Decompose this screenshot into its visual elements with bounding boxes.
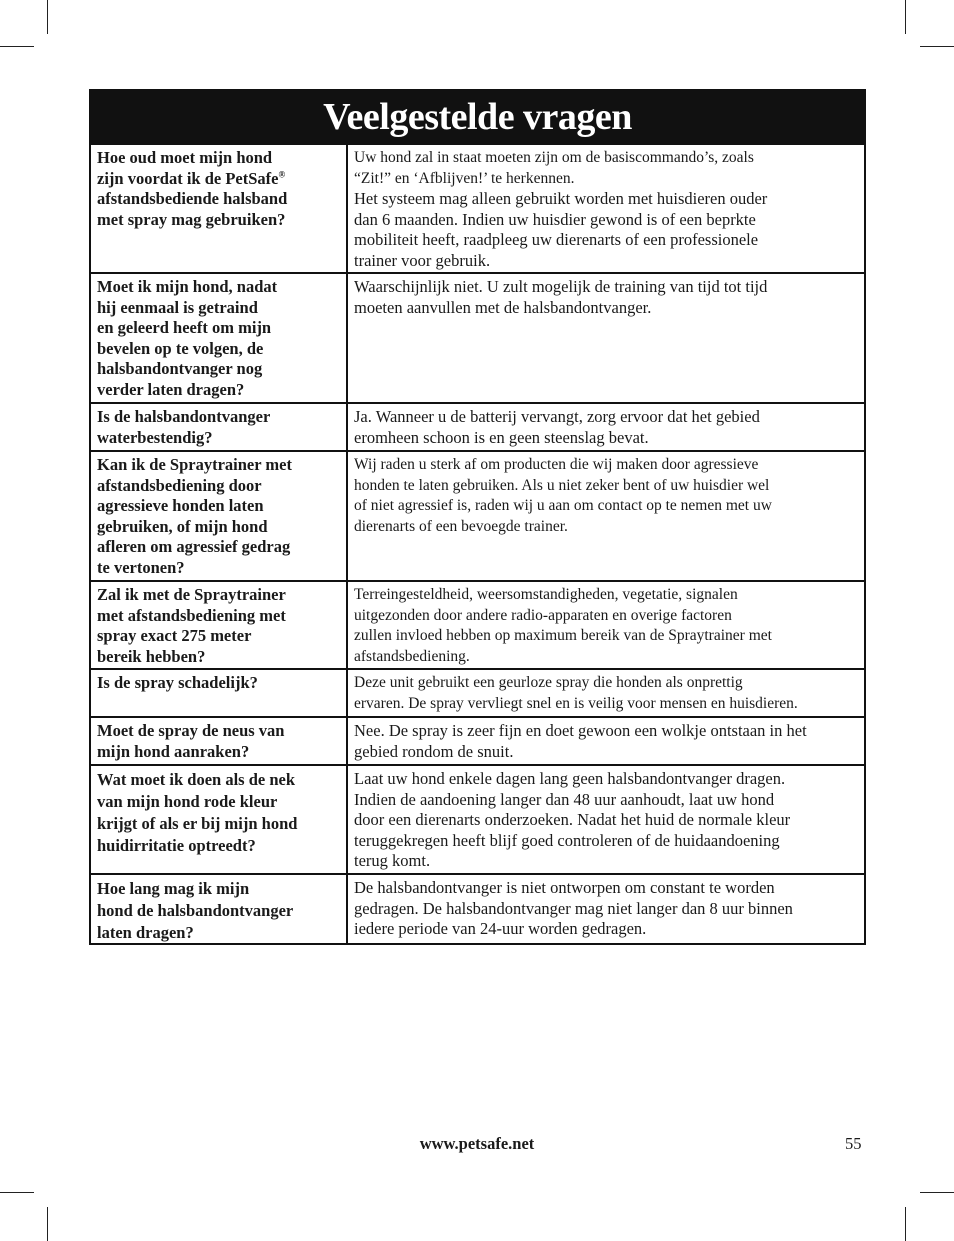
answer-line: Wij raden u sterk af om producten die wij maken door agressieve [354, 456, 759, 473]
faq-header [91, 91, 864, 143]
answer-line: Deze unit gebruikt een geurloze spray die honden als onprettig [354, 674, 743, 691]
question-line-text: zijn voordat ik de PetSafe [97, 168, 279, 188]
faq-row [91, 272, 864, 402]
question-line: Is de spray schadelijk? [97, 673, 258, 692]
question-line: halsbandontvanger nog [97, 359, 263, 378]
faq-answer [348, 274, 864, 402]
question-line: Hoe oud moet mijn hond [97, 148, 273, 167]
crop-mark [47, 0, 48, 34]
answer-line: trainer voor gebruik. [354, 250, 491, 270]
answer-line: moeten aanvullen met de halsbandontvanger. [354, 297, 652, 317]
faq-question [91, 670, 348, 716]
faq-table [89, 89, 866, 945]
question-line: Kan ik de Spraytrainer met [97, 455, 292, 474]
question-line: verder laten dragen? [97, 379, 245, 399]
faq-question [91, 404, 348, 450]
question-line: laten dragen? [97, 923, 194, 942]
answer-line: ervaren. De spray vervliegt snel en is veilig voor mensen en huisdieren. [354, 694, 798, 712]
faq-row [91, 716, 864, 764]
crop-mark [920, 1192, 954, 1193]
answer-line: eromheen schoon is en geen steenslag bevat. [354, 427, 649, 447]
answer-line: Waarschijnlijk niet. U zult mogelijk de training van tijd tot tijd [354, 277, 768, 296]
question-line: Moet de spray de neus van [97, 721, 285, 740]
answer-line: mobiliteit heeft, raadpleeg uw dierenarts of een professionele [354, 230, 759, 249]
question-line: Zal ik met de Spraytrainer [97, 585, 286, 604]
answer-line: Het systeem mag alleen gebruikt worden met huisdieren ouder [354, 189, 768, 208]
faq-row [91, 143, 864, 272]
question-line: Is de halsbandontvanger [97, 407, 271, 426]
question-line: mijn hond aanraken? [97, 741, 250, 761]
question-line: afleren om agressief gedrag [97, 537, 291, 556]
question-line: spray exact 275 meter [97, 626, 252, 645]
answer-line: of niet agressief is, raden wij u aan om contact op te nemen met uw [354, 497, 772, 514]
faq-question [91, 718, 348, 764]
faq-question [91, 582, 348, 668]
question-line: van mijn hond rode kleur [97, 792, 278, 811]
answer-line: Indien de aandoening langer dan 48 uur aanhoudt, laat uw hond [354, 789, 775, 809]
question-line: afstandsbediening door [97, 475, 262, 495]
answer-line: uitgezonden door andere radio-apparaten en overige factoren [354, 606, 732, 624]
faq-answer [348, 145, 864, 272]
footer-url[interactable]: www.petsafe.net [419, 1134, 535, 1153]
faq-row [91, 873, 864, 943]
registered-mark: ® [278, 169, 286, 179]
faq-answer [348, 404, 864, 450]
question-line: waterbestendig? [97, 427, 213, 447]
crop-mark [47, 1207, 48, 1241]
answer-line: terug komt. [354, 851, 431, 870]
question-line: Moet ik mijn hond, nadat [97, 277, 278, 296]
answer-line: teruggekregen heeft blijf goed controleren of de huidaandoening [354, 830, 780, 850]
crop-mark [0, 1192, 34, 1193]
answer-line: afstandsbediening. [354, 647, 470, 665]
faq-answer [348, 766, 864, 873]
faq-answer [348, 670, 864, 716]
question-line: met afstandsbediening met [97, 605, 286, 625]
crop-mark [920, 46, 954, 47]
answer-line: Laat uw hond enkele dagen lang geen halsbandontvanger dragen. [354, 769, 786, 788]
question-line: hond de halsbandontvanger [97, 901, 294, 920]
faq-question [91, 875, 348, 943]
answer-line: dierenarts of een bevoegde trainer. [354, 517, 568, 535]
answer-line: gebied rondom de snuit. [354, 741, 514, 761]
question-line: hij eenmaal is getraind [97, 297, 258, 317]
question-line: afstandsbediende halsband [97, 189, 288, 208]
answer-line: Nee. De spray is zeer fijn en doet gewoon een wolkje ontstaan in het [354, 721, 807, 740]
question-line [97, 169, 340, 190]
faq-answer [348, 452, 864, 580]
faq-answer [348, 718, 864, 764]
answer-line: door een dierenarts onderzoeken. Nadat het huid de normale kleur [354, 810, 791, 829]
page-title: Veelgestelde vragen [323, 96, 632, 138]
question-line: Wat moet ik doen als de nek [97, 770, 296, 789]
faq-row [91, 668, 864, 716]
page-number: 55 [845, 1134, 862, 1153]
question-line: gebruiken, of mijn hond [97, 516, 268, 536]
question-line: bevelen op te volgen, de [97, 338, 264, 358]
faq-row [91, 764, 864, 873]
question-line: bereik hebben? [97, 646, 206, 666]
question-line: huidirritatie optreedt? [97, 836, 256, 855]
faq-answer [348, 582, 864, 668]
answer-line: De halsbandontvanger is niet ontworpen om constant te worden [354, 878, 775, 897]
question-line: te vertonen? [97, 557, 185, 577]
answer-line: Ja. Wanneer u de batterij vervangt, zorg ervoor dat het gebied [354, 407, 760, 426]
faq-question [91, 766, 348, 873]
faq-question [91, 452, 348, 580]
question-line: krijgt of als er bij mijn hond [97, 814, 298, 833]
answer-line: “Zit!” en ‘Afblijven!’ te herkennen. [354, 169, 575, 187]
answer-line: gedragen. De halsbandontvanger mag niet langer dan 8 uur binnen [354, 898, 793, 918]
answer-line: zullen invloed hebben op maximum bereik van de Spraytrainer met [354, 627, 772, 644]
faq-question [91, 274, 348, 402]
faq-row [91, 450, 864, 580]
crop-mark [0, 46, 34, 47]
answer-line: iedere periode van 24-uur worden gedragen. [354, 919, 647, 938]
crop-mark [905, 0, 906, 34]
faq-row [91, 402, 864, 450]
faq-row [91, 580, 864, 668]
faq-answer [348, 875, 864, 943]
question-line: en geleerd heeft om mijn [97, 318, 272, 337]
crop-mark [905, 1207, 906, 1241]
answer-line: Uw hond zal in staat moeten zijn om de basiscommando’s, zoals [354, 149, 754, 166]
answer-line: dan 6 maanden. Indien uw huisdier gewond is of een beprkte [354, 209, 756, 229]
answer-line: Terreingesteldheid, weersomstandigheden, vegetatie, signalen [354, 586, 738, 603]
answer-line: honden te laten gebruiken. Als u niet zeker bent of uw huisdier wel [354, 476, 770, 494]
faq-question [91, 145, 348, 272]
question-line: met spray mag gebruiken? [97, 209, 286, 229]
question-line: agressieve honden laten [97, 496, 264, 515]
question-line: Hoe lang mag ik mijn [97, 879, 250, 898]
